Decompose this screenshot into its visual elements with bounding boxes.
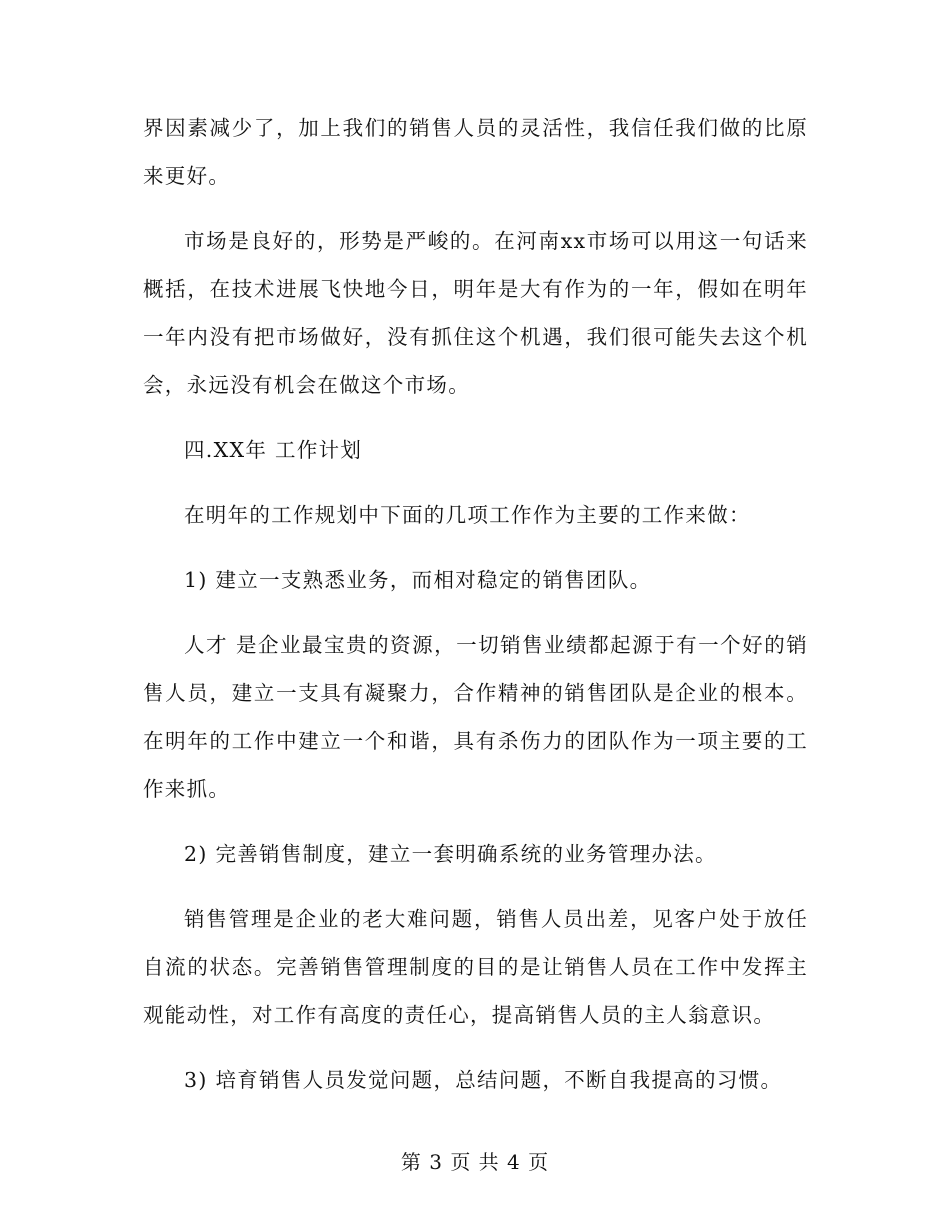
list-item-heading: 2) 完善销售制度，建立一套明确系统的业务管理办法。 xyxy=(184,842,717,866)
section-heading: 四.XX年 工作计划 xyxy=(184,438,363,462)
document-body xyxy=(143,104,808,1121)
paragraph: 界因素减少了，加上我们的销售人员的灵活性，我信任我们做的比原来更好。 xyxy=(143,116,808,188)
paragraph: 人才 是企业最宝贵的资源，一切销售业绩都起源于有一个好的销售人员，建立一支具有凝聚力，合作精神的销售团队是企业的根本。在明年的工作中建立一个和谐，具有杀伤力的团队作为一项主要的工作来抓。 xyxy=(143,633,808,801)
list-item-heading: 1) 建立一支熟悉业务，而相对稳定的销售团队。 xyxy=(184,568,652,592)
paragraph: 销售管理是企业的老大难问题，销售人员出差，见客户处于放任自流的状态。完善销售管理制度的目的是让销售人员在工作中发挥主观能动性，对工作有高度的责任心，提高销售人员的主人翁意识。 xyxy=(143,907,808,1027)
paragraph: 市场是良好的，形势是严峻的。在河南xx市场可以用这一句话来概括，在技术进展飞快地今日，明年是大有作为的一年，假如在明年一年内没有把市场做好，没有抓住这个机遇，我们很可能失去这个机会，永远没有机会在做这个市场。 xyxy=(143,229,808,397)
paragraph: 在明年的工作规划中下面的几项工作作为主要的工作来做： xyxy=(184,503,751,527)
list-item-heading: 3) 培育销售人员发觉问题，总结问题，不断自我提高的习惯。 xyxy=(184,1068,783,1092)
page-number-footer: 第 3 页 共 4 页 xyxy=(400,1150,550,1174)
